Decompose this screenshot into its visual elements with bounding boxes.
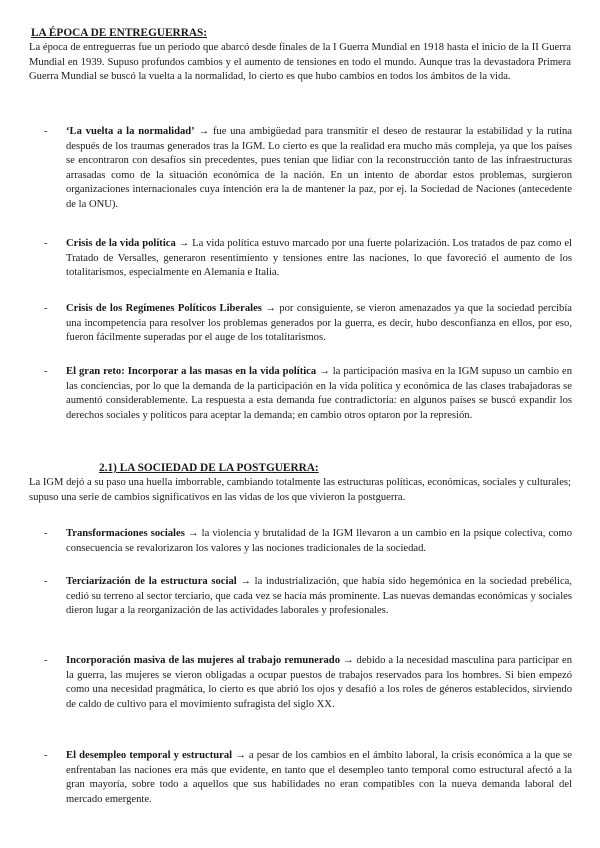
bullet-dash: - — [44, 528, 48, 539]
bullet-transformaciones-sociales — [66, 527, 572, 556]
bullet-dash: - — [44, 238, 48, 249]
bullet-text: → la violencia y brutalidad de la IGM llevaron a un cambio en la psique colectiva, como consecuencia se revalorizaron los valores y las nociones tradicionales de la sociedad. — [66, 528, 572, 554]
bullet-vuelta-normalidad — [66, 125, 572, 213]
bullet-dash: - — [44, 366, 48, 377]
heading-sociedad-postguerra: 2.1) LA SOCIEDAD DE LA POSTGUERRA: — [99, 462, 319, 474]
bullet-incorporacion-mujeres — [66, 654, 572, 712]
bullet-title: El gran reto: Incorporar a las masas en la vida política — [66, 366, 317, 377]
bullet-title: Terciarización de la estructura social — [66, 576, 237, 587]
bullet-gran-reto — [66, 365, 572, 423]
bullet-text: → debido a la necesidad masculina para participar en la guerra, las mujeres se vieron obligadas a ocupar puestos de trabajos reservados para los hombres. Si bien empezó como una necesidad pragmática, lo cierto es que abrió los ojos y desafió a los roles de géneros establecidos, sirviendo de caldo de cultivo para el movimiento sufragista del siglo XX. — [66, 655, 572, 710]
bullet-text: → fue una ambigüedad para transmitir el deseo de restaurar la estabilidad y la rutina después de los traumas generados tras la IGM. Lo cierto es que la realidad era mucho más compleja, ya que los países se encontraron con desafíos sin precedentes, pues tenían que lidiar con la reconstrucción tanto de las infraestructuras arrasadas como de la situación económica de la nación. En un intento de abordar estos problemas, surgieron organizaciones internacionales cuya intención era la de mantener la paz, por ej. la Sociedad de Naciones (antecedente de la ONU). — [66, 126, 573, 210]
bullet-title: Crisis de la vida política — [66, 238, 176, 249]
bullet-title: Incorporación masiva de las mujeres al trabajo remunerado — [66, 655, 341, 666]
bullet-dash: - — [44, 750, 48, 761]
intro-postguerra-paragraph: La IGM dejó a su paso una huella imborrable, cambiando totalmente las estructuras políticas, económicas, sociales y culturales; supuso una serie de cambios significativos en las vidas de los que vivieron la postguerra. — [29, 477, 571, 503]
intro-paragraph: La época de entreguerras fue un periodo que abarcó desde finales de la I Guerra Mundial en 1918 hasta el inicio de la II Guerra Mundial en 1939. Supuso profundos cambios y el aumento de tensiones en todo el mundo. Aunque tras la devastadora Primera Guerra Mundial se buscó la vuelta a la normalidad, lo cierto es que hubo cambios en todos los ámbitos de la vida. — [29, 42, 571, 83]
bullet-dash: - — [44, 576, 48, 587]
bullet-desempleo — [66, 749, 572, 807]
bullet-title: Crisis de los Regímenes Políticos Liberales — [66, 303, 262, 314]
bullet-title: ‘La vuelta a la normalidad’ — [66, 126, 195, 137]
bullet-title: Transformaciones sociales — [66, 528, 185, 539]
bullet-text: → La vida política estuvo marcado por una fuerte polarización. Los tratados de paz como el Tratado de Versalles, generaron resentimiento y tensiones entre las naciones, lo que favoreció el aumento de los totalitarismos, especialmente en Alemania e Italia. — [66, 238, 572, 279]
bullet-text: → la participación masiva en la IGM supuso un cambio en las conciencias, por lo que la demanda de la participación en la vida política y económica de las clases trabajadoras se aumentó considerablemente. La respuesta a esta demanda fue contradictoria: en algunos países se buscó expandir los derechos sociales y políticos para aceptar la demanda; en cambio otros optaron por la represión. — [66, 366, 573, 421]
bullet-text: → la industrialización, que había sido hegemónica en la sociedad prebélica, cedió su terreno al sector terciario, que cada vez se hacía más prominente. Las nuevas demandas económicas y sociales dieron lugar a la reorganización de las actividades laborales y profesionales. — [66, 576, 572, 617]
bullet-dash: - — [44, 126, 48, 137]
bullet-crisis-vida-politica — [66, 237, 572, 281]
bullet-dash: - — [44, 655, 48, 666]
bullet-crisis-regimenes — [66, 302, 572, 346]
bullet-title: El desempleo temporal y estructural — [66, 750, 233, 761]
bullet-dash: - — [44, 303, 48, 314]
bullet-terciarizacion — [66, 575, 572, 619]
heading-entreguerras: LA ÉPOCA DE ENTREGUERRAS: — [31, 27, 208, 39]
bullet-text: → a pesar de los cambios en el ámbito laboral, la crisis económica a la que se enfrentaban las naciones era más que evidente, en tanto que el desempleo tanto temporal como estructural afectó a la gran mayoría, sobre todo a aquellos que sus habilidades no eran compatibles con la nueva demanda laboral del mercado emergente. — [66, 750, 572, 805]
bullet-text: → por consiguiente, se vieron amenazados ya que la sociedad percibía una incompetencia para resolver los problemas generados por la guerra, es decir, hubo desconfianza en ellos, por eso, fueron fácilmente superadas por el auge de los totalitarismos. — [66, 303, 572, 344]
